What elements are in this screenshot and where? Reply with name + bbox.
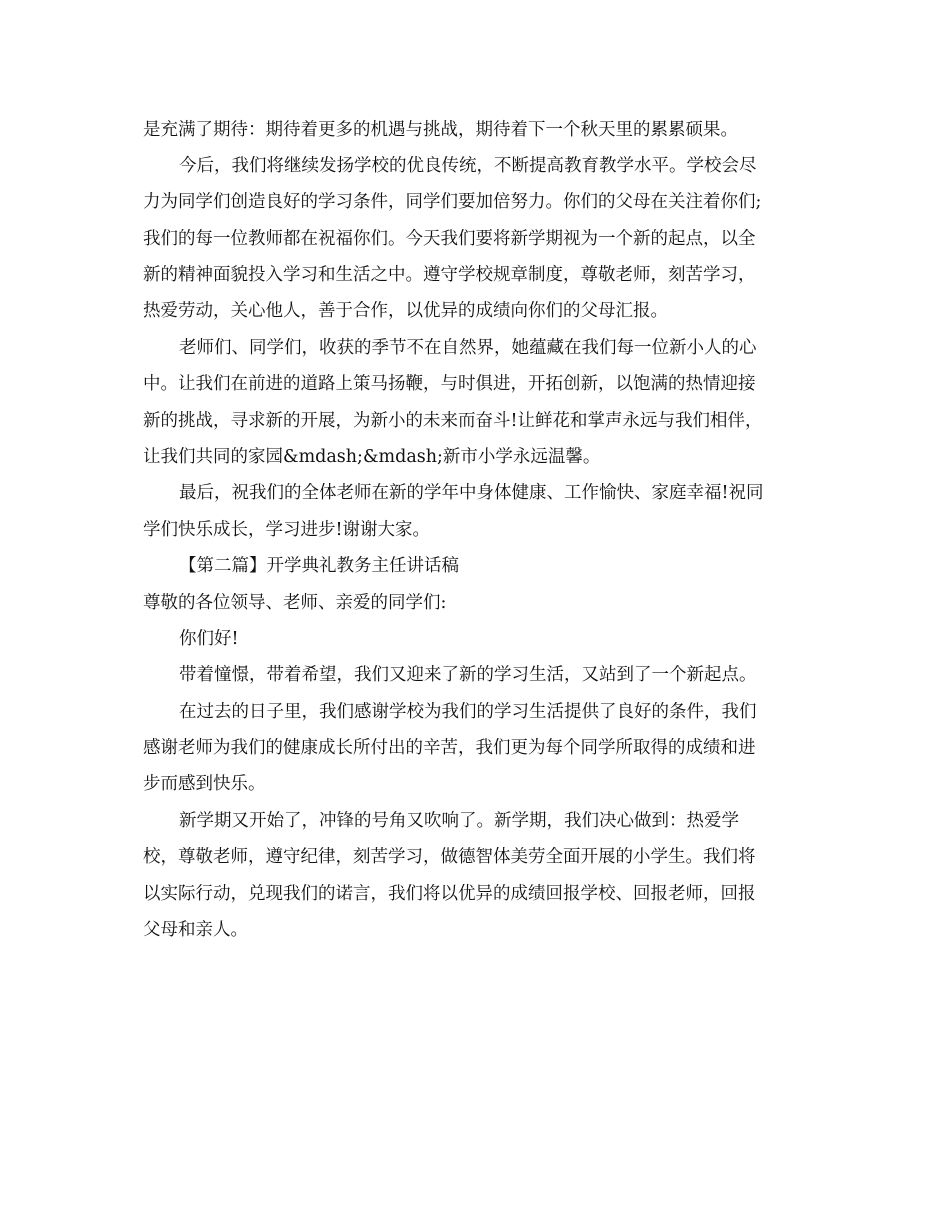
greeting: 你们好! (179, 629, 239, 649)
text-line: 新的精神面貌投入学习和生活之中。遵守学校规章制度，尊敬老师，刻苦学习， (143, 265, 756, 285)
text-line: 父母和亲人。 (143, 920, 248, 940)
text-line: 老师们、同学们，收获的季节不在自然界，她蕴藏在我们每一位新小人的心 (179, 338, 757, 358)
text-line: 让我们共同的家园&mdash;&mdash;新市小学永远温馨。 (143, 447, 601, 467)
text-line: 带着憧憬，带着希望，我们又迎来了新的学习生活，又站到了一个新起点。 (179, 665, 757, 685)
text-line: 校，尊敬老师，遵守纪律，刻苦学习，做德智体美劳全面开展的小学生。我们将 (143, 847, 756, 867)
text-line: 以实际行动，兑现我们的诺言，我们将以优异的成绩回报学校、回报老师，回报 (143, 884, 756, 904)
section-heading: 【第二篇】开学典礼教务主任讲话稿 (179, 556, 459, 576)
salutation: 尊敬的各位领导、老师、亲爱的同学们: (143, 593, 447, 613)
text-line: 新的挑战，寻求新的开展，为新小的未来而奋斗!让鲜花和掌声永远与我们相伴， (143, 411, 763, 431)
text-line: 最后，祝我们的全体老师在新的学年中身体健康、工作愉快、家庭幸福!祝同 (179, 483, 764, 503)
text-line: 在过去的日子里，我们感谢学校为我们的学习生活提供了良好的条件，我们 (179, 702, 757, 722)
text-line: 是充满了期待：期待着更多的机遇与挑战，期待着下一个秋天里的累累硕果。 (143, 120, 738, 140)
text-line: 热爱劳动，关心他人，善于合作，以优异的成绩向你们的父母汇报。 (143, 301, 668, 321)
text-line: 今后，我们将继续发扬学校的优良传统，不断提高教育教学水平。学校会尽 (179, 156, 757, 176)
text-line: 新学期又开始了，冲锋的号角又吹响了。新学期，我们决心做到：热爱学 (179, 811, 739, 831)
text-line: 中。让我们在前进的道路上策马扬鞭，与时俱进，开拓创新，以饱满的热情迎接 (143, 374, 756, 394)
text-line: 步而感到快乐。 (143, 774, 266, 794)
text-line: 我们的每一位教师都在祝福你们。今天我们要将新学期视为一个新的起点，以全 (143, 229, 756, 249)
text-line: 力为同学们创造良好的学习条件，同学们要加倍努力。你们的父母在关注着你们; (143, 192, 762, 212)
text-line: 学们快乐成长，学习进步!谢谢大家。 (143, 520, 431, 540)
text-line: 感谢老师为我们的健康成长所付出的辛苦，我们更为每个同学所取得的成绩和进 (143, 738, 756, 758)
